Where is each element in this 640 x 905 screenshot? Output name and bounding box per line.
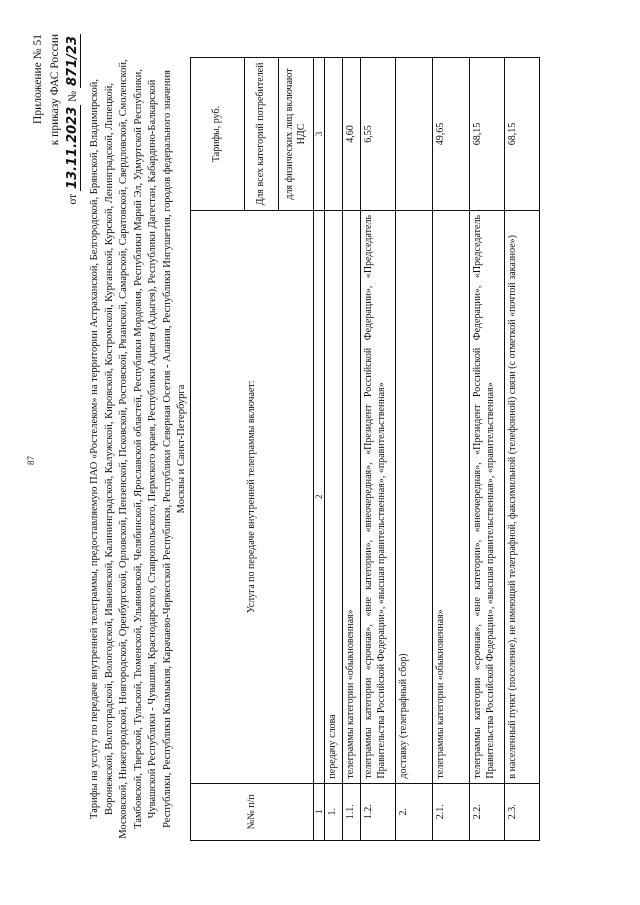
- row-num: 2.1.: [433, 783, 470, 840]
- page-number: 87: [26, 456, 36, 465]
- table-row: [325, 58, 343, 841]
- order-date: 13.11.2023: [65, 106, 80, 189]
- header-service: Услуга по передаче внутренней телеграммы включает:: [191, 210, 314, 783]
- table-row: [396, 58, 433, 841]
- row-num: 2.3.: [505, 783, 540, 840]
- appendix-order-ref: к приказу ФАС России: [49, 34, 61, 146]
- row-value: [325, 58, 343, 211]
- table-row: [505, 58, 540, 841]
- row-num: 1.2.: [361, 783, 396, 840]
- row-value: 6,55: [361, 58, 396, 211]
- header-vat-note: для физических лиц включают НДС: [279, 58, 314, 211]
- tariff-table: [190, 57, 540, 841]
- order-number-label: №: [67, 90, 79, 102]
- index-cell: 1: [314, 783, 325, 840]
- index-cell: 3: [314, 58, 325, 211]
- header-tariffs: Тарифы, руб.: [191, 58, 245, 211]
- row-value: 4,60: [343, 58, 361, 211]
- header-num: №№ п/п: [191, 783, 314, 840]
- row-num: 1.: [325, 783, 343, 840]
- table-row: [343, 58, 361, 841]
- table-row: [361, 58, 396, 841]
- row-value: 68,15: [505, 58, 540, 211]
- row-service: передачу слова: [325, 210, 343, 783]
- header-all-categories: Для всех категорий потребителей: [244, 58, 279, 211]
- row-num: 1.1.: [343, 783, 361, 840]
- appendix-block: [30, 34, 82, 204]
- row-service: телеграммы категории «обыкновенная»: [343, 210, 361, 783]
- order-number: 871/23: [65, 36, 80, 86]
- row-service: телеграммы категории «обыкновенная»: [433, 210, 470, 783]
- row-service: телеграммы категории «срочная», «вне категории», «внеочередная», «Президент Российской Федерации», «Председатель Правительства Российской Федерации», «высшая правительственная», «правительственная»: [361, 210, 396, 783]
- index-row: [314, 58, 325, 841]
- row-value: 49,65: [433, 58, 470, 211]
- index-cell: 2: [314, 210, 325, 783]
- row-service: доставку (телеграфный сбор): [396, 210, 433, 783]
- row-service: телеграммы категории «срочная», «вне категории», «внеочередная», «Президент Российской Федерации», «Председатель Правительства Российской Федерации», «высшая правительственная», «правительственная»: [470, 210, 505, 783]
- row-service: в населенный пункт (поселение), не имеющий телеграфной, факсимильной (телефонной) связи (с отметкой «почтой заказное»): [505, 210, 540, 783]
- appendix-title: Приложение № 51: [32, 34, 44, 124]
- row-value: [396, 58, 433, 211]
- table-row: [433, 58, 470, 841]
- table-row: [470, 58, 505, 841]
- row-value: 68,15: [470, 58, 505, 211]
- document-title: Тарифы на услугу по передаче внутренней телеграммы, предоставляемую ПАО «Ростелеком» на территории Астраханской, Белгородской, Брянской, Владимирской, Воронежской, Волгоградской, Вологодской, Ивановской, Калининградской, Калужской, Кировской, Костромской, Курганской, Курской, Ленинградской, Липецкой, Московской, Нижегородской, Новгородской, Оренбургской, Орловской, Пензенской, Псковской, Ростовской, Рязанской, Самарской, Саратовской, Свердловской, Смоленской, Тамбовской, Тверской, Тульской, Тюменской, Ульяновской, Челябинской, Ярославской областей, Республики Мордовия, Республики Марий Эл, Удмуртской Республики, Чувашской Республики - Чувашия, Краснодарского, Ставропольского, Пермского краев, Республики Адыгея (Адыгея), Республики Дагестан, Кабардино-Балкарской Республики, Республики Калмыкия, Карачаево-Черкесской Республики, Республики Северная Осетия - Алания, Республики Ингушетия, городов федерального значения Москвы и Санкт-Петербурга: [89, 59, 187, 839]
- row-num: 2.: [396, 783, 433, 840]
- order-line: [64, 34, 82, 204]
- row-num: 2.2.: [470, 783, 505, 840]
- order-prefix: от: [67, 193, 79, 205]
